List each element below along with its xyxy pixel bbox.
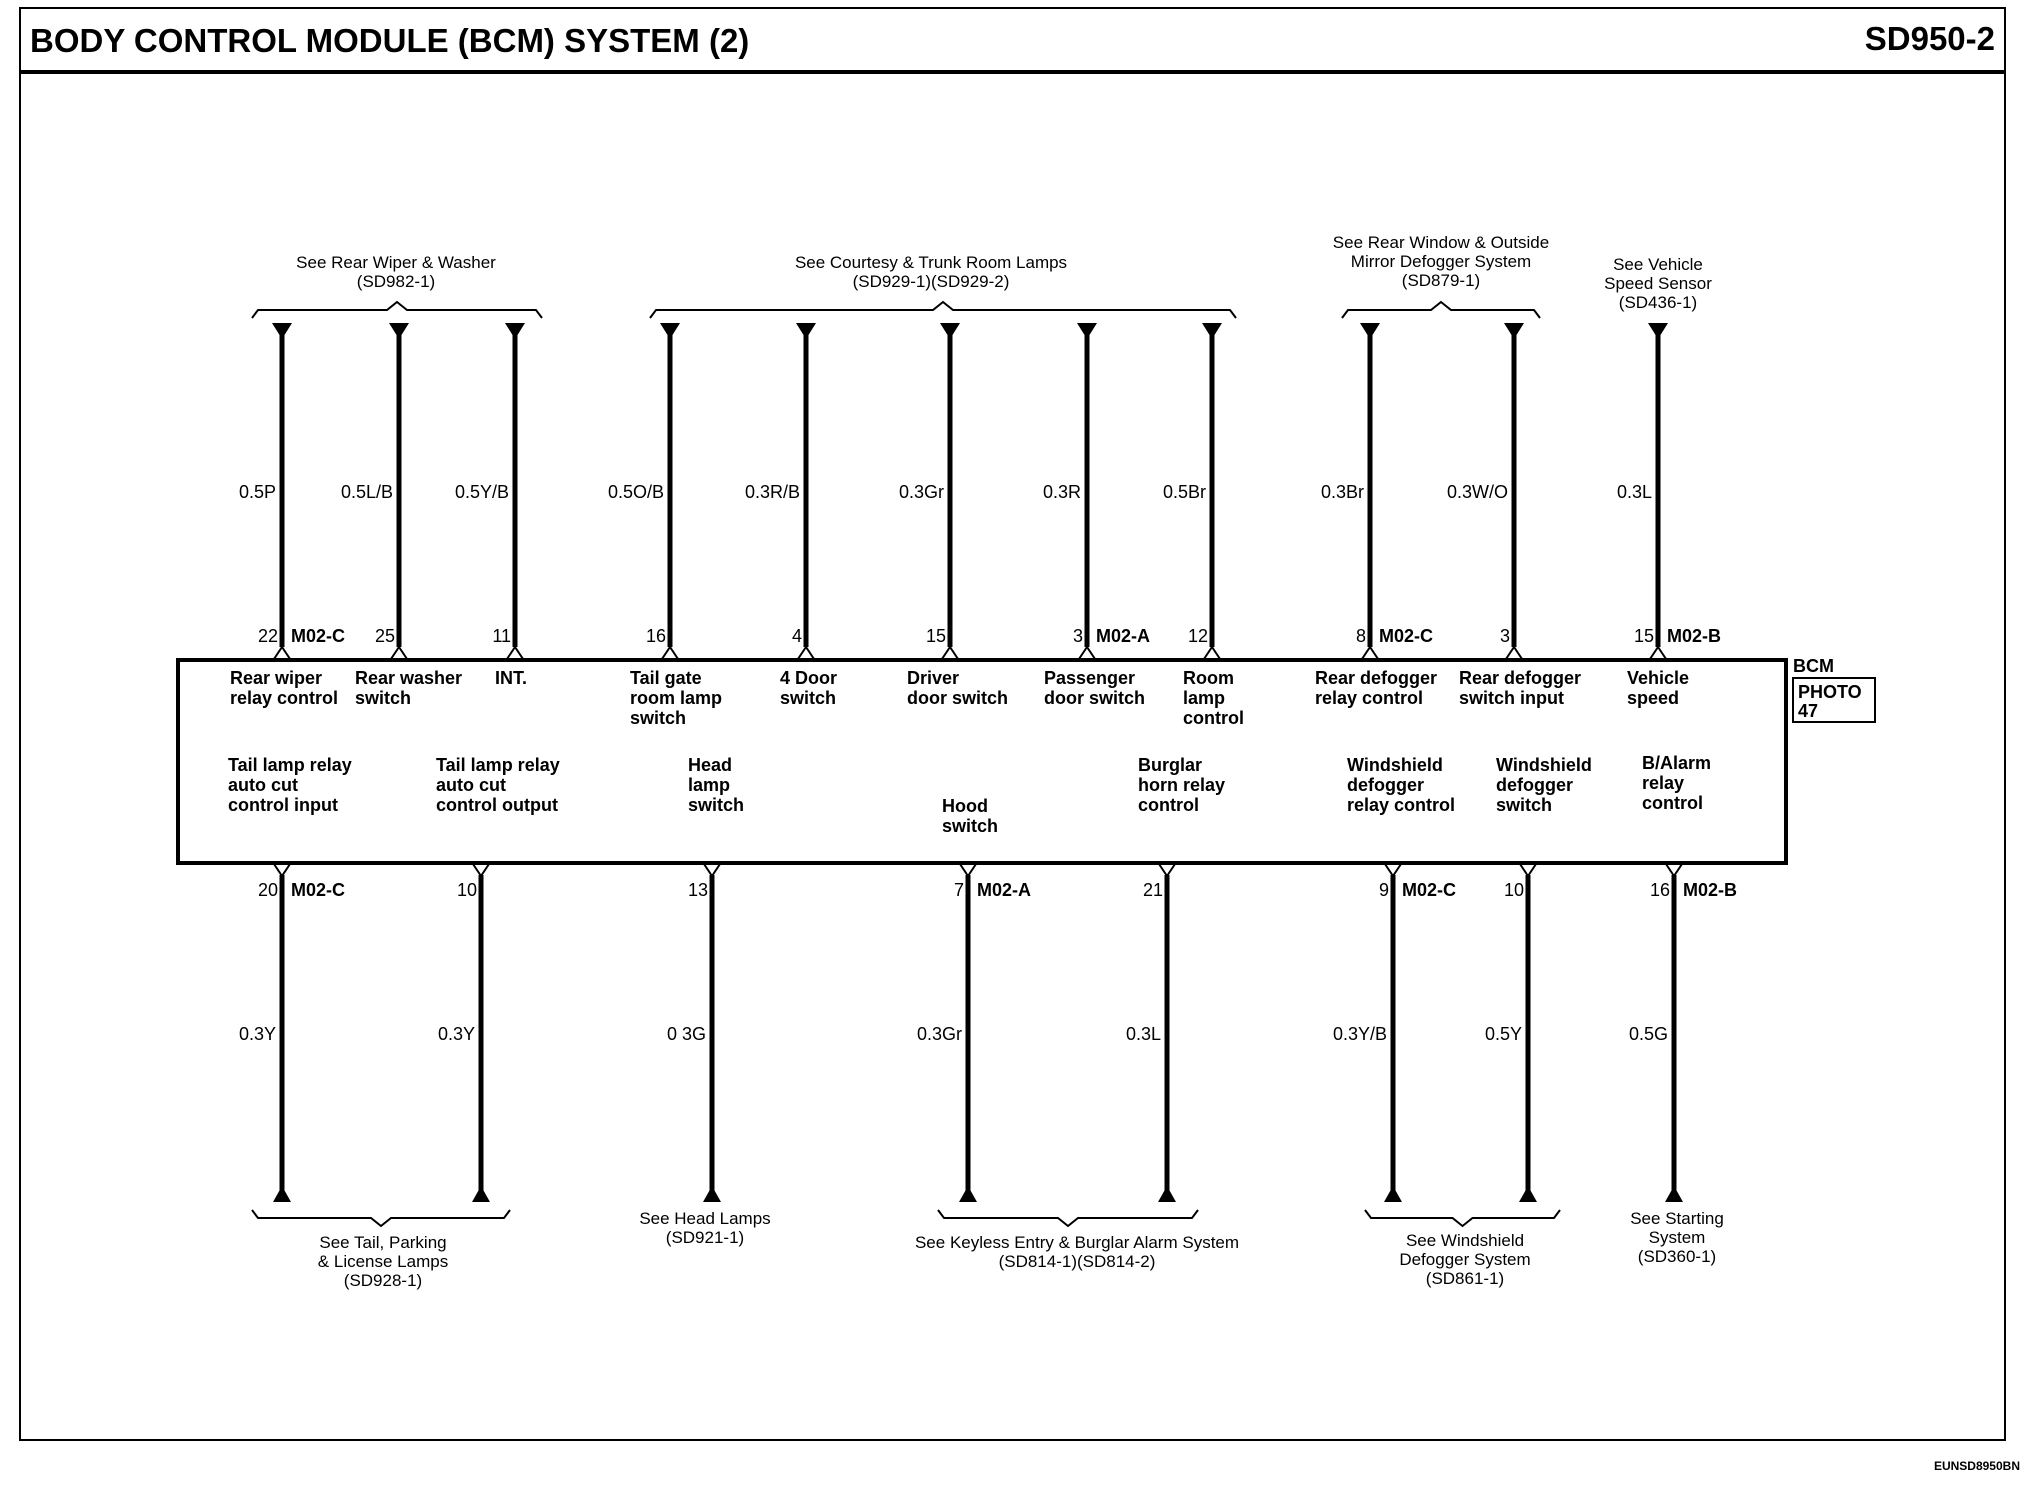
reference-note: (SD928-1) — [343, 1271, 423, 1290]
pin-number: 15 — [925, 626, 946, 646]
bcm-pin-function: room lamp — [630, 688, 723, 708]
reference-note: See Rear Window & Outside — [1332, 233, 1550, 252]
wire-color-label: 0.3W/O — [1446, 482, 1508, 502]
wire-terminal-arrow — [660, 323, 680, 339]
connector-id: M02-C — [1379, 626, 1434, 646]
wire-color-label: 0.3Y — [238, 1024, 276, 1044]
footer-code: EUNSD8950BN — [1933, 1459, 2020, 1473]
bcm-pin-function: INT. — [495, 668, 528, 688]
pin-number: 13 — [687, 880, 708, 900]
reference-brace — [252, 302, 542, 318]
wire-terminal-arrow — [273, 1186, 291, 1202]
bcm-pin-function: Windshield — [1347, 755, 1443, 775]
reference-note: (SD921-1) — [665, 1228, 745, 1247]
pin-connector-mark — [1666, 864, 1682, 876]
reference-note: (SD982-1) — [356, 272, 436, 291]
wire-color-label: 0.5Y/B — [454, 482, 509, 502]
wire-terminal-arrow — [1202, 323, 1222, 339]
wire-terminal-arrow — [940, 323, 960, 339]
pin-number: 3 — [1072, 626, 1083, 646]
bcm-pin-function: speed — [1627, 688, 1680, 708]
bcm-pin-function: horn relay — [1138, 775, 1226, 795]
wire-color-label: 0.3Br — [1320, 482, 1364, 502]
connector-id: M02-B — [1683, 880, 1738, 900]
reference-note: See Courtesy & Trunk Room Lamps — [794, 253, 1068, 272]
pin-number: 21 — [1142, 880, 1163, 900]
pin-connector-mark — [391, 647, 407, 659]
reference-note: (SD436-1) — [1618, 293, 1698, 312]
reference-note: See Rear Wiper & Washer — [296, 253, 496, 272]
wire-color-label: 0.3Y/B — [1332, 1024, 1387, 1044]
bcm-pin-function: Rear washer — [355, 668, 463, 688]
pin-connector-mark — [662, 647, 678, 659]
bcm-pin-function: switch — [355, 688, 412, 708]
bcm-pin-function: control — [1138, 795, 1199, 815]
pin-connector-mark — [1385, 864, 1401, 876]
page-title: BODY CONTROL MODULE (BCM) SYSTEM (2) — [30, 22, 750, 59]
pin-number: 7 — [953, 880, 964, 900]
bcm-pin-function: Tail lamp relay — [228, 755, 352, 775]
wire-color-label: 0.3L — [1616, 482, 1652, 502]
pin-connector-mark — [1520, 864, 1536, 876]
wire-color-label: 0.5O/B — [607, 482, 664, 502]
bcm-pin-function: Tail gate — [630, 668, 702, 688]
wire-color-label: 0.3Gr — [916, 1024, 962, 1044]
pin-number: 20 — [257, 880, 278, 900]
pin-connector-mark — [942, 647, 958, 659]
bcm-pin-function: B/Alarm — [1642, 753, 1712, 773]
connector-id: M02-B — [1667, 626, 1722, 646]
bcm-pin-function: Windshield — [1496, 755, 1592, 775]
pin-connector-mark — [274, 864, 290, 876]
reference-brace — [938, 1210, 1198, 1226]
pin-number: 12 — [1187, 626, 1208, 646]
bcm-pin-function: relay control — [230, 688, 339, 708]
wire-color-label: 0.5Y — [1484, 1024, 1522, 1044]
pin-connector-mark — [798, 647, 814, 659]
bcm-pin-function: control — [1183, 708, 1244, 728]
pin-number: 4 — [791, 626, 802, 646]
bcm-pin-function: switch — [688, 795, 745, 815]
wire-color-label: 0.5G — [1628, 1024, 1668, 1044]
bcm-pin-function: auto cut — [228, 775, 298, 795]
pin-connector-mark — [1204, 647, 1220, 659]
connector-id: M02-C — [1402, 880, 1457, 900]
wire-terminal-arrow — [1077, 323, 1097, 339]
pin-connector-mark — [1159, 864, 1175, 876]
bcm-pin-function: door switch — [1044, 688, 1146, 708]
bcm-pin-function: relay — [1642, 773, 1685, 793]
bcm-pin-function: Passenger — [1044, 668, 1136, 688]
reference-note: (SD861-1) — [1425, 1269, 1505, 1288]
wire-terminal-arrow — [1519, 1186, 1537, 1202]
wire-terminal-arrow — [505, 323, 525, 339]
reference-note: (SD814-1)(SD814-2) — [998, 1252, 1156, 1271]
pin-number: 16 — [645, 626, 666, 646]
reference-note: Defogger System — [1399, 1250, 1531, 1269]
reference-note: System — [1648, 1228, 1706, 1247]
pin-connector-mark — [473, 864, 489, 876]
connector-id: M02-C — [291, 626, 346, 646]
pin-number: 8 — [1355, 626, 1366, 646]
wire-color-label: 0.3L — [1125, 1024, 1161, 1044]
bcm-pin-function: control — [1642, 793, 1703, 813]
pin-connector-mark — [960, 864, 976, 876]
bcm-pin-function: switch input — [1459, 688, 1564, 708]
wire-terminal-arrow — [1384, 1186, 1402, 1202]
wire-terminal-arrow — [703, 1186, 721, 1202]
wire-color-label: 0.3Gr — [898, 482, 944, 502]
wire-terminal-arrow — [1158, 1186, 1176, 1202]
connector-id: M02-A — [1096, 626, 1151, 646]
bcm-pin-function: control input — [228, 795, 338, 815]
bcm-label: BCM — [1793, 656, 1834, 676]
pin-number: 11 — [492, 626, 511, 646]
bcm-pin-function: Room — [1183, 668, 1234, 688]
bcm-pin-function: defogger — [1347, 775, 1425, 795]
bcm-pin-function: control output — [436, 795, 558, 815]
wire-color-label: 0.5Br — [1162, 482, 1206, 502]
pin-number: 16 — [1649, 880, 1670, 900]
wire-terminal-arrow — [1360, 323, 1380, 339]
bcm-pin-function: switch — [1496, 795, 1553, 815]
photo-label: PHOTO — [1798, 682, 1862, 702]
bcm-pin-function: lamp — [688, 775, 731, 795]
reference-note: Speed Sensor — [1604, 274, 1712, 293]
reference-note: (SD929-1)(SD929-2) — [852, 272, 1010, 291]
pin-connector-mark — [1506, 647, 1522, 659]
wire-terminal-arrow — [959, 1186, 977, 1202]
reference-brace — [1365, 1210, 1560, 1226]
reference-note: See Windshield — [1405, 1231, 1525, 1250]
reference-note: See Keyless Entry & Burglar Alarm System — [914, 1233, 1240, 1252]
pin-number: 10 — [456, 880, 477, 900]
reference-note: See Tail, Parking — [319, 1233, 447, 1252]
bcm-pin-function: Head — [688, 755, 733, 775]
pin-connector-mark — [507, 647, 523, 659]
bcm-pin-function: lamp — [1183, 688, 1226, 708]
wire-terminal-arrow — [796, 323, 816, 339]
pin-number: 10 — [1503, 880, 1524, 900]
wire-color-label: 0 3G — [666, 1024, 706, 1044]
reference-brace — [252, 1210, 510, 1226]
bcm-pin-function: defogger — [1496, 775, 1574, 795]
wire-terminal-arrow — [472, 1186, 490, 1202]
pin-connector-mark — [704, 864, 720, 876]
pin-connector-mark — [274, 647, 290, 659]
bcm-pin-function: relay control — [1347, 795, 1456, 815]
connector-id: M02-C — [291, 880, 346, 900]
bcm-pin-function: Rear wiper — [230, 668, 323, 688]
bcm-pin-function: switch — [942, 816, 999, 836]
wire-terminal-arrow — [272, 323, 292, 339]
bcm-pin-function: relay control — [1315, 688, 1424, 708]
wire-color-label: 0.3Y — [437, 1024, 475, 1044]
reference-brace — [1342, 302, 1540, 318]
pin-connector-mark — [1650, 647, 1666, 659]
reference-note: & License Lamps — [317, 1252, 449, 1271]
wire-terminal-arrow — [389, 323, 409, 339]
pin-number: 22 — [257, 626, 278, 646]
bcm-pin-function: auto cut — [436, 775, 506, 795]
reference-note: (SD360-1) — [1637, 1247, 1717, 1266]
reference-note: Mirror Defogger System — [1350, 252, 1532, 271]
page-code: SD950-2 — [1864, 20, 1995, 57]
reference-note: See Vehicle — [1613, 255, 1703, 274]
pin-connector-mark — [1362, 647, 1378, 659]
wire-color-label: 0.5P — [238, 482, 276, 502]
wire-color-label: 0.3R — [1042, 482, 1081, 502]
reference-brace — [650, 302, 1236, 318]
wire-color-label: 0.5L/B — [340, 482, 393, 502]
reference-note: See Starting — [1630, 1209, 1724, 1228]
reference-note: (SD879-1) — [1401, 271, 1481, 290]
wire-terminal-arrow — [1665, 1186, 1683, 1202]
photo-number: 47 — [1798, 701, 1819, 721]
connector-id: M02-A — [977, 880, 1032, 900]
pin-number: 3 — [1499, 626, 1510, 646]
bcm-pin-function: door switch — [907, 688, 1009, 708]
pin-connector-mark — [1079, 647, 1095, 659]
bcm-pin-function: Rear defogger — [1459, 668, 1582, 688]
bcm-pin-function: Vehicle — [1627, 668, 1690, 688]
bcm-pin-function: switch — [780, 688, 837, 708]
bcm-pin-function: Burglar — [1138, 755, 1203, 775]
reference-note: See Head Lamps — [639, 1209, 771, 1228]
pin-number: 25 — [374, 626, 395, 646]
bcm-pin-function: Rear defogger — [1315, 668, 1438, 688]
bcm-pin-function: switch — [630, 708, 687, 728]
bcm-pin-function: Driver — [907, 668, 960, 688]
pin-number: 9 — [1378, 880, 1389, 900]
bcm-pin-function: Tail lamp relay — [436, 755, 560, 775]
bcm-pin-function: Hood — [942, 796, 988, 816]
bcm-pin-function: 4 Door — [780, 668, 838, 688]
wire-color-label: 0.3R/B — [744, 482, 800, 502]
wire-terminal-arrow — [1504, 323, 1524, 339]
wire-terminal-arrow — [1648, 323, 1668, 339]
pin-number: 15 — [1633, 626, 1654, 646]
